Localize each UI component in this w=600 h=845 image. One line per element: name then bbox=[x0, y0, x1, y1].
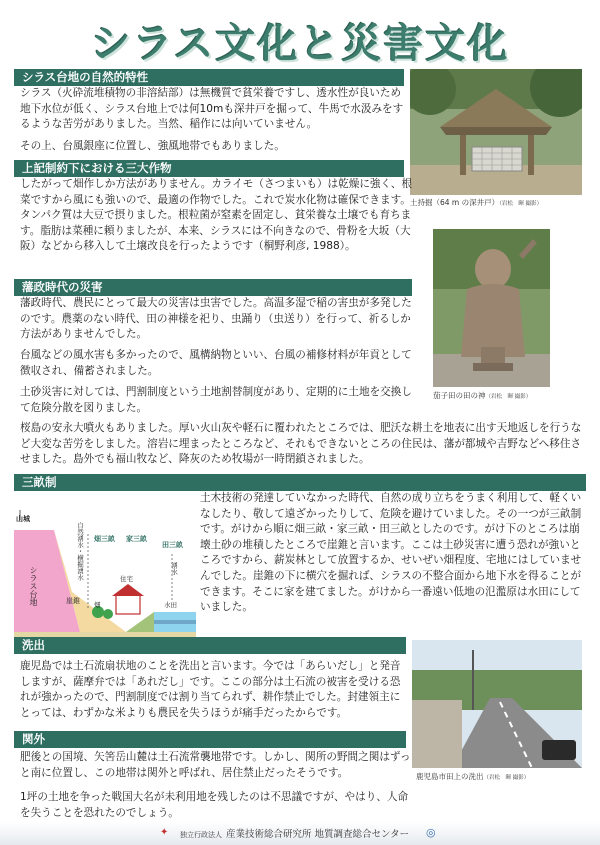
section-heading-three-crops: 上記制約下における三大作物 bbox=[14, 160, 404, 177]
diagram-label-paddy: 田三畝 bbox=[162, 541, 183, 549]
section-text-shirasu-1: シラス（火砕流堆積物の非溶結部）は無機質で貧栄養ですし、透水性が良いため地下水位が低く、シラス台地上では何10mも深井戸を掘って、牛馬で水汲みをするような苦労がありました。当然、稲作には向いていません。 bbox=[20, 87, 404, 131]
diagram-label-well: 湧水 bbox=[170, 562, 178, 575]
section-text-sekigai-2: 1坪の土地を争った戦国大名が未利用地を残したのは不思議ですが、やはり、人命を失うことを恐れたのでしょう。 bbox=[20, 791, 409, 819]
section-heading-shirasu-features: シラス台地の自然的特性 bbox=[14, 69, 404, 86]
gsj-logo-icon: ◎ bbox=[426, 826, 436, 839]
section-text-sekigai-1: 肥後との国境、矢筈岳山麓は土石流常襲地帯です。しかし、関所の野間之関はずっと南に位置し、この地帯は関外と呼ばれ、居住禁止だったそうです。 bbox=[20, 751, 411, 779]
section-text-feudal-2: 台風などの風水害も多かったので、風構納物といい、台風の補修材料が年貢として徴収され、備蓄されました。 bbox=[20, 349, 412, 377]
section-text-feudal-1: 藩政時代、農民にとって最大の災害は虫害でした。高温多湿で稲の害虫が多発したのです。農薬のない時代、田の神様を祀り、虫踊り（虫送り）を行って、祈るしか方法がありませんでした。 bbox=[20, 297, 412, 341]
section-text-feudal-3: 土砂災害に対しては、門割制度という土地割替制度があり、定期的に土地を交換して危険分散を図りました。 bbox=[20, 386, 412, 414]
aist-logo-icon: ✦ bbox=[160, 827, 169, 838]
statue-photo bbox=[433, 229, 550, 387]
diagram-label-farm: 畑 bbox=[94, 601, 101, 609]
page-title: シラス文化と災害文化 bbox=[90, 21, 510, 67]
footer-org-prefix: 独立行政法人 bbox=[180, 831, 222, 839]
diagram-label-shirasu: シラス台地 bbox=[29, 566, 38, 606]
well-caption-text: 土持掘（64 m の深井戸） bbox=[410, 198, 500, 207]
section-heading-sekigai: 関外 bbox=[14, 731, 406, 748]
section-heading-three-se-system: 三畝制 bbox=[14, 474, 586, 491]
footer bbox=[0, 822, 600, 845]
well-photo bbox=[410, 69, 582, 195]
section-text-three-crops: したがって畑作しか方法がありません。カライモ（さつまいも）は乾燥に強く、根菜ですから風にも強いので、最適の作物でした。これで炭水化物は確保できます。タンパク質は大豆で摂りました。根粒菌が窒素を固定し、貧栄養な土壌でも育ちます。脂肪は菜種に頼りましたが、本来、シラスには不向きなので、骨粉を大坂（大阪）などから移入して土壌改良を行ったようです（桐野利彦, 1988）。 bbox=[20, 178, 413, 253]
diagram-label-home: 住宅 bbox=[120, 575, 133, 583]
diagram-label-house: 家三畝 bbox=[126, 535, 147, 543]
diagram-label-rice: 水田 bbox=[164, 601, 177, 609]
section-text-shirasu-2: その上、台風銀座に位置し、強風地帯でもありました。 bbox=[20, 140, 285, 152]
section-heading-feudal-disasters: 藩政時代の災害 bbox=[14, 279, 412, 296]
road-photo-caption bbox=[416, 771, 529, 782]
section-text-three-se-system: 土木技術の発達していなかった時代、自然の成り立ちをうまく利用して、軽くいなしたり、敬して遠ざかったりして、危険を避けていました。その一つが三畝制です。がけから順に畑三畝・家三畝・田三畝としたのです。がけ下のところは崩壊土砂の堆積したところで崖錐と言います。ここは土砂災害に遭う恐れが強いところですから、薪炭林として放置するか、せいぜい畑程度、宅地にはしていませんでした。崖錐の下に横穴を掘れば、シラスの不整合面から地下水を得ることができます。そこに家を建てました。がけから一番遠い低地の氾濫原は水田にしていました。 bbox=[200, 492, 582, 614]
well-caption-credit: （岩松 暉 撮影） bbox=[499, 201, 543, 207]
road-photo bbox=[412, 640, 582, 768]
statue-photo-caption bbox=[433, 390, 531, 401]
section-text-araidashi: 鹿児島では土石流扇状地のことを洗出と言います。今では「あらいだし」と発音しますが、薩摩弁では「あれだし」です。ここの部分は土石流の被害を受ける恐れが強かったので、門割制度では割り当てられず、耕作禁止でした。封建領主にとっては、わずかな米よりも農民を失うほうが痛手だったからです。 bbox=[20, 660, 401, 719]
section-text-feudal-4: 桜島の安永大噴火もありました。厚い火山灰や軽石に覆われたところでは、肥沃な耕土を地表に出す天地返しを行うなど大変な苦労をしました。溶岩に埋まったところなど、それもできないところの住民は、藩が都城や吉野などへ移住させました。島外でも福山牧など、降灰のため牧場が一時閉鎖されました。 bbox=[20, 422, 582, 466]
three-se-diagram bbox=[14, 500, 196, 660]
section-heading-araidashi: 洗出 bbox=[14, 637, 406, 654]
well-photo-caption bbox=[410, 197, 542, 208]
diagram-label-field: 畑三畝 bbox=[94, 535, 115, 543]
diagram-label-cliff: 山城 bbox=[16, 515, 30, 523]
diagram-label-talus: 崖錐 bbox=[66, 597, 80, 605]
road-caption-credit: （岩松 暉 撮影） bbox=[483, 775, 530, 781]
diagram-label-spring: 自然湧水・横掘湧水 bbox=[76, 522, 84, 581]
footer-org bbox=[180, 826, 409, 840]
statue-caption-text: 茄子田の田の神 bbox=[433, 391, 486, 400]
road-caption-text: 鹿児島市田上の洗出 bbox=[416, 772, 484, 781]
statue-caption-credit: （岩松 暉 撮影） bbox=[485, 394, 532, 400]
footer-org-name: 産業技術総合研究所 地質調査総合センター bbox=[226, 829, 410, 840]
